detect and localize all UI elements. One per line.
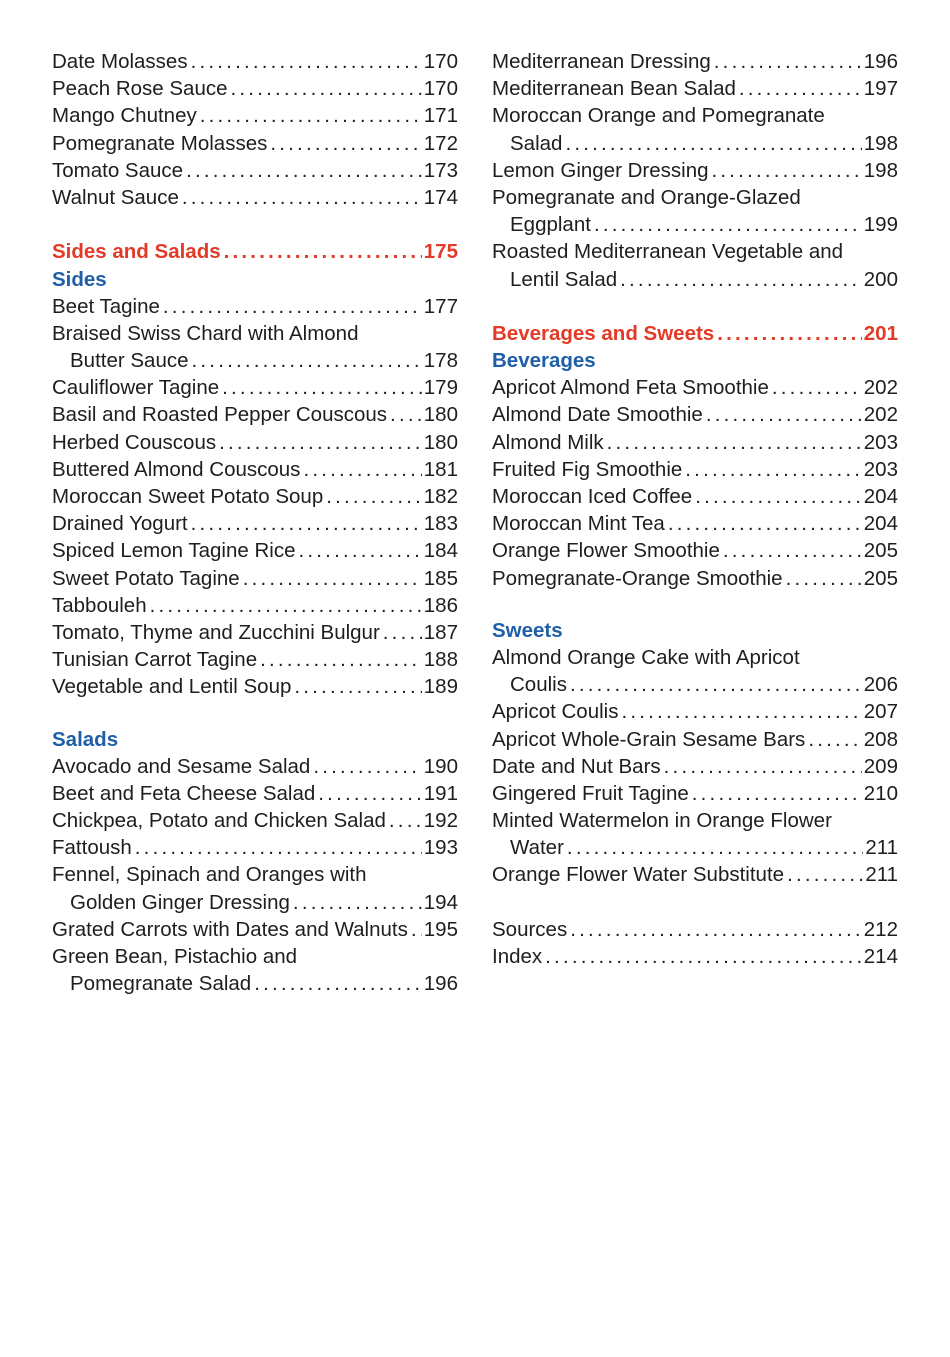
toc-entry-page: 198: [863, 158, 898, 182]
dot-leader: [723, 537, 862, 564]
toc-entry-title: Apricot Coulis: [492, 700, 619, 724]
toc-entry[interactable]: [52, 456, 458, 483]
toc-entry-page: 181: [423, 457, 458, 481]
toc-entry-page: 183: [423, 512, 458, 536]
dot-leader: [231, 75, 422, 102]
toc-entry-page: 170: [423, 50, 458, 73]
toc-entry[interactable]: [52, 483, 458, 510]
toc-entry[interactable]: [52, 619, 458, 646]
toc-entry[interactable]: [492, 780, 898, 807]
toc-entry[interactable]: [492, 456, 898, 483]
toc-entry-title: Basil and Roasted Pepper Couscous: [52, 403, 388, 427]
toc-entry-title: Golden Ginger Dressing: [70, 890, 290, 914]
dot-leader: [318, 780, 422, 807]
dot-leader: [299, 537, 422, 564]
toc-entry-page: 174: [423, 185, 458, 209]
toc-left-column: [52, 48, 458, 997]
toc-entry-page: 180: [423, 403, 458, 427]
dot-leader: [808, 726, 861, 753]
dot-leader: [186, 157, 422, 184]
toc-entry-title: Apricot Almond Feta Smoothie: [492, 376, 769, 400]
dot-leader: [712, 157, 862, 184]
toc-entry-page: 175: [423, 240, 458, 264]
dot-leader: [200, 102, 422, 129]
toc-entry[interactable]: [52, 401, 458, 428]
toc-entry-title: Lemon Ginger Dressing: [492, 158, 709, 182]
toc-entry-page: 210: [863, 781, 898, 805]
dot-leader: [545, 943, 862, 970]
toc-entry-title: Fruited Fig Smoothie: [492, 457, 683, 481]
subsection-heading-label: Beverages: [492, 349, 596, 373]
toc-entry[interactable]: [492, 565, 898, 592]
toc-entry-page: 206: [863, 673, 898, 697]
dot-leader: [411, 916, 422, 943]
dot-leader: [192, 347, 422, 374]
dot-leader: [390, 401, 422, 428]
toc-entry-page: 204: [863, 512, 898, 536]
dot-leader: [717, 320, 862, 347]
toc-entry-first-line[interactable]: [52, 861, 458, 888]
toc-entry-title: Tunisian Carrot Tagine: [52, 648, 258, 672]
spacer: [52, 701, 458, 726]
dot-leader: [621, 698, 861, 725]
dot-leader: [594, 211, 862, 238]
toc-entry[interactable]: [492, 671, 898, 698]
dot-leader: [270, 130, 421, 157]
toc-entry[interactable]: [492, 510, 898, 537]
toc-entry-page: 189: [423, 675, 458, 699]
toc-entry-page: 205: [863, 566, 898, 590]
dot-leader: [570, 671, 862, 698]
toc-entry-first-line[interactable]: [492, 238, 898, 265]
toc-entry-first-line[interactable]: [492, 184, 898, 211]
toc-entry-page: 208: [863, 727, 898, 751]
toc-entry-title: Lentil Salad: [510, 267, 618, 291]
toc-entry[interactable]: [52, 673, 458, 700]
toc-entry-page: 190: [423, 754, 458, 778]
toc-entry[interactable]: [52, 510, 458, 537]
toc-entry-title: Date Molasses: [52, 50, 188, 73]
dot-leader: [260, 646, 422, 673]
toc-entry-page: 214: [863, 945, 898, 968]
subsection-heading-label: Sweets: [492, 618, 563, 642]
toc-entry[interactable]: [52, 48, 458, 75]
toc-entry-title: Avocado and Sesame Salad: [52, 754, 311, 778]
toc-entry-page: 211: [865, 836, 898, 860]
toc-entry[interactable]: [492, 916, 898, 943]
toc-entry-page: 199: [863, 213, 898, 237]
toc-entry[interactable]: [492, 943, 898, 970]
dot-leader: [685, 456, 862, 483]
toc-entry-page: 188: [423, 648, 458, 672]
toc-entry-title: Coulis: [510, 673, 567, 697]
dot-leader: [135, 834, 422, 861]
toc-entry-title: Sweet Potato Tagine: [52, 566, 240, 590]
toc-entry-page: 204: [863, 485, 898, 508]
toc-entry[interactable]: [492, 48, 898, 75]
toc-entry-title: Pomegranate Molasses: [52, 131, 268, 155]
toc-entry[interactable]: [52, 565, 458, 592]
dot-leader: [668, 510, 862, 537]
toc-entry-page: 201: [863, 321, 898, 345]
dot-leader: [383, 619, 422, 646]
toc-entry-title: Tabbouleh: [52, 593, 147, 617]
toc-entry[interactable]: [52, 130, 458, 157]
toc-entry-page: 200: [863, 267, 898, 291]
toc-entry[interactable]: [52, 834, 458, 861]
toc-entry[interactable]: [52, 889, 458, 916]
toc-entry-title: Moroccan Orange and Pomegranate: [492, 104, 825, 128]
toc-entry[interactable]: [52, 753, 458, 780]
dot-leader: [224, 238, 422, 265]
toc-entry-title: Fattoush: [52, 836, 132, 860]
dot-leader: [163, 293, 422, 320]
toc-entry-page: 193: [423, 836, 458, 860]
toc-entry-title: Herbed Couscous: [52, 430, 217, 454]
toc-entry-page: 198: [863, 131, 898, 155]
toc-entry-title: Beverages and Sweets: [492, 321, 715, 345]
toc-entry-title: Orange Flower Water Substitute: [492, 863, 785, 887]
toc-entry-title: Roasted Mediterranean Vegetable and: [492, 240, 844, 264]
subsection-heading: [492, 617, 898, 644]
toc-entry-title: Moroccan Sweet Potato Soup: [52, 485, 324, 508]
toc-entry-title: Sources: [492, 917, 568, 941]
toc-entry[interactable]: [492, 374, 898, 401]
toc-entry-title: Date and Nut Bars: [492, 754, 661, 778]
spacer: [492, 889, 898, 916]
toc-entry[interactable]: [52, 807, 458, 834]
dot-leader: [772, 374, 862, 401]
toc-entry-page: 192: [423, 809, 458, 833]
spacer: [52, 211, 458, 238]
toc-entry-title: Pomegranate-Orange Smoothie: [492, 566, 783, 590]
toc-entry[interactable]: [52, 347, 458, 374]
toc-section-heading[interactable]: [492, 320, 898, 347]
dot-leader: [150, 592, 422, 619]
toc-entry-first-line[interactable]: [52, 943, 458, 970]
toc-entry[interactable]: [52, 374, 458, 401]
toc-entry-title: Mediterranean Dressing: [492, 50, 711, 73]
dot-leader: [664, 753, 862, 780]
dot-leader: [565, 130, 861, 157]
toc-entry[interactable]: [492, 401, 898, 428]
toc-entry-title: Moroccan Mint Tea: [492, 512, 665, 536]
dot-leader: [254, 970, 422, 997]
toc-entry-page: 182: [423, 485, 458, 508]
toc-entry[interactable]: [492, 537, 898, 564]
toc-entry-title: Mediterranean Bean Salad: [492, 77, 736, 101]
toc-entry-title: Fennel, Spinach and Oranges with: [52, 863, 367, 887]
toc-entry[interactable]: [492, 726, 898, 753]
dot-leader: [182, 184, 422, 211]
dot-leader: [567, 834, 863, 861]
toc-entry[interactable]: [492, 157, 898, 184]
toc-entry[interactable]: [492, 266, 898, 293]
toc-entry-title: Tomato Sauce: [52, 158, 184, 182]
toc-entry[interactable]: [492, 75, 898, 102]
dot-leader: [326, 483, 422, 510]
toc-entry-title: Braised Swiss Chard with Almond: [52, 321, 359, 345]
toc-entry-page: 191: [423, 781, 458, 805]
toc-entry-title: Almond Orange Cake with Apricot: [492, 645, 800, 669]
dot-leader: [692, 780, 862, 807]
toc-right-column: [492, 48, 898, 970]
toc-entry[interactable]: [52, 293, 458, 320]
toc-entry[interactable]: [492, 211, 898, 238]
dot-leader: [706, 401, 862, 428]
dot-leader: [786, 565, 862, 592]
toc-entry-title: Water: [510, 836, 564, 860]
dot-leader: [787, 861, 863, 888]
spacer: [492, 293, 898, 320]
toc-entry-title: Almond Date Smoothie: [492, 403, 703, 427]
toc-entry-page: 177: [423, 294, 458, 318]
toc-entry-page: 203: [863, 457, 898, 481]
toc-entry-page: 170: [423, 77, 458, 101]
toc-entry-page: 196: [863, 50, 898, 73]
toc-entry[interactable]: [492, 483, 898, 510]
toc-entry-title: Orange Flower Smoothie: [492, 539, 720, 563]
dot-leader: [191, 510, 422, 537]
toc-entry-page: 187: [423, 620, 458, 644]
toc-entry[interactable]: [52, 184, 458, 211]
subsection-heading: [492, 347, 898, 374]
dot-leader: [714, 48, 862, 75]
dot-leader: [570, 916, 862, 943]
subsection-heading-label: Sides: [52, 267, 107, 291]
toc-entry-title: Beet Tagine: [52, 294, 160, 318]
toc-entry-page: 194: [423, 890, 458, 914]
toc-entry[interactable]: [492, 429, 898, 456]
toc-entry-title: Buttered Almond Couscous: [52, 457, 301, 481]
toc-entry-title: Vegetable and Lentil Soup: [52, 675, 292, 699]
subsection-heading-label: Salads: [52, 727, 119, 751]
toc-entry[interactable]: [52, 646, 458, 673]
toc-entry-title: Walnut Sauce: [52, 185, 179, 209]
toc-entry-title: Almond Milk: [492, 430, 604, 454]
toc-entry-page: 195: [423, 917, 458, 941]
toc-entry-title: Eggplant: [510, 213, 591, 237]
toc-entry-page: 178: [423, 349, 458, 373]
toc-entry-first-line[interactable]: [492, 644, 898, 671]
toc-entry-page: 202: [863, 376, 898, 400]
toc-entry-title: Butter Sauce: [70, 349, 189, 373]
toc-entry[interactable]: [52, 429, 458, 456]
toc-entry[interactable]: [492, 698, 898, 725]
toc-entry-title: Green Bean, Pistachio and: [52, 945, 298, 968]
dot-leader: [313, 753, 421, 780]
toc-entry-page: 203: [863, 430, 898, 454]
subsection-heading: [52, 266, 458, 293]
toc-entry-page: 184: [423, 539, 458, 563]
toc-entry-title: Beet and Feta Cheese Salad: [52, 781, 316, 805]
toc-entry-first-line[interactable]: [52, 320, 458, 347]
toc-entry-title: Chickpea, Potato and Chicken Salad: [52, 809, 386, 833]
toc-entry[interactable]: [52, 537, 458, 564]
toc-entry-first-line[interactable]: [492, 807, 898, 834]
dot-leader: [739, 75, 862, 102]
toc-entry-page: 209: [863, 754, 898, 778]
spacer: [492, 592, 898, 617]
toc-entry[interactable]: [52, 157, 458, 184]
toc-entry[interactable]: [492, 753, 898, 780]
toc-entry-title: Gingered Fruit Tagine: [492, 781, 689, 805]
toc-section-heading[interactable]: [52, 238, 458, 265]
toc-entry-title: Salad: [510, 131, 563, 155]
toc-entry-page: 212: [863, 917, 898, 941]
toc-entry-title: Pomegranate Salad: [70, 972, 252, 996]
dot-leader: [293, 889, 422, 916]
toc-entry-first-line[interactable]: [492, 102, 898, 129]
toc-entry-title: Tomato, Thyme and Zucchini Bulgur: [52, 620, 380, 644]
toc-entry-page: 202: [863, 403, 898, 427]
toc-entry-page: 185: [423, 566, 458, 590]
toc-entry[interactable]: [52, 592, 458, 619]
toc-entry-page: 207: [863, 700, 898, 724]
toc-entry-page: 179: [423, 376, 458, 400]
toc-entry[interactable]: [492, 861, 898, 888]
subsection-heading: [52, 726, 458, 753]
toc-entry[interactable]: [492, 834, 898, 861]
toc-entry-page: 171: [423, 104, 458, 128]
toc-entry[interactable]: [52, 102, 458, 129]
toc-entry-page: 172: [423, 131, 458, 155]
dot-leader: [243, 565, 422, 592]
toc-entry-title: Sides and Salads: [52, 240, 221, 264]
dot-leader: [389, 807, 422, 834]
toc-entry-title: Index: [492, 945, 543, 968]
toc-entry-title: Moroccan Iced Coffee: [492, 485, 693, 508]
toc-entry-page: 205: [863, 539, 898, 563]
toc-entry[interactable]: [52, 916, 458, 943]
toc-entry-page: 186: [423, 593, 458, 617]
toc-entry[interactable]: [52, 75, 458, 102]
toc-entry-page: 173: [423, 158, 458, 182]
dot-leader: [191, 48, 422, 75]
toc-entry[interactable]: [492, 130, 898, 157]
dot-leader: [620, 266, 862, 293]
toc-entry-title: Pomegranate and Orange-Glazed: [492, 185, 801, 209]
toc-entry-title: Mango Chutney: [52, 104, 197, 128]
toc-entry[interactable]: [52, 780, 458, 807]
toc-entry-title: Grated Carrots with Dates and Walnuts: [52, 917, 408, 941]
dot-leader: [294, 673, 421, 700]
dot-leader: [607, 429, 862, 456]
dot-leader: [303, 456, 421, 483]
toc-entry-title: Peach Rose Sauce: [52, 77, 228, 101]
toc-entry[interactable]: [52, 970, 458, 997]
dot-leader: [695, 483, 862, 510]
toc-entry-page: 211: [865, 863, 898, 887]
toc-entry-title: Minted Watermelon in Orange Flower: [492, 809, 832, 833]
dot-leader: [222, 374, 422, 401]
toc-entry-page: 197: [863, 77, 898, 101]
toc-entry-title: Apricot Whole-Grain Sesame Bars: [492, 727, 806, 751]
toc-entry-title: Cauliflower Tagine: [52, 376, 220, 400]
toc-entry-title: Spiced Lemon Tagine Rice: [52, 539, 296, 563]
toc-entry-title: Drained Yogurt: [52, 512, 188, 536]
dot-leader: [219, 429, 422, 456]
toc-entry-page: 196: [423, 972, 458, 996]
toc-entry-page: 180: [423, 430, 458, 454]
